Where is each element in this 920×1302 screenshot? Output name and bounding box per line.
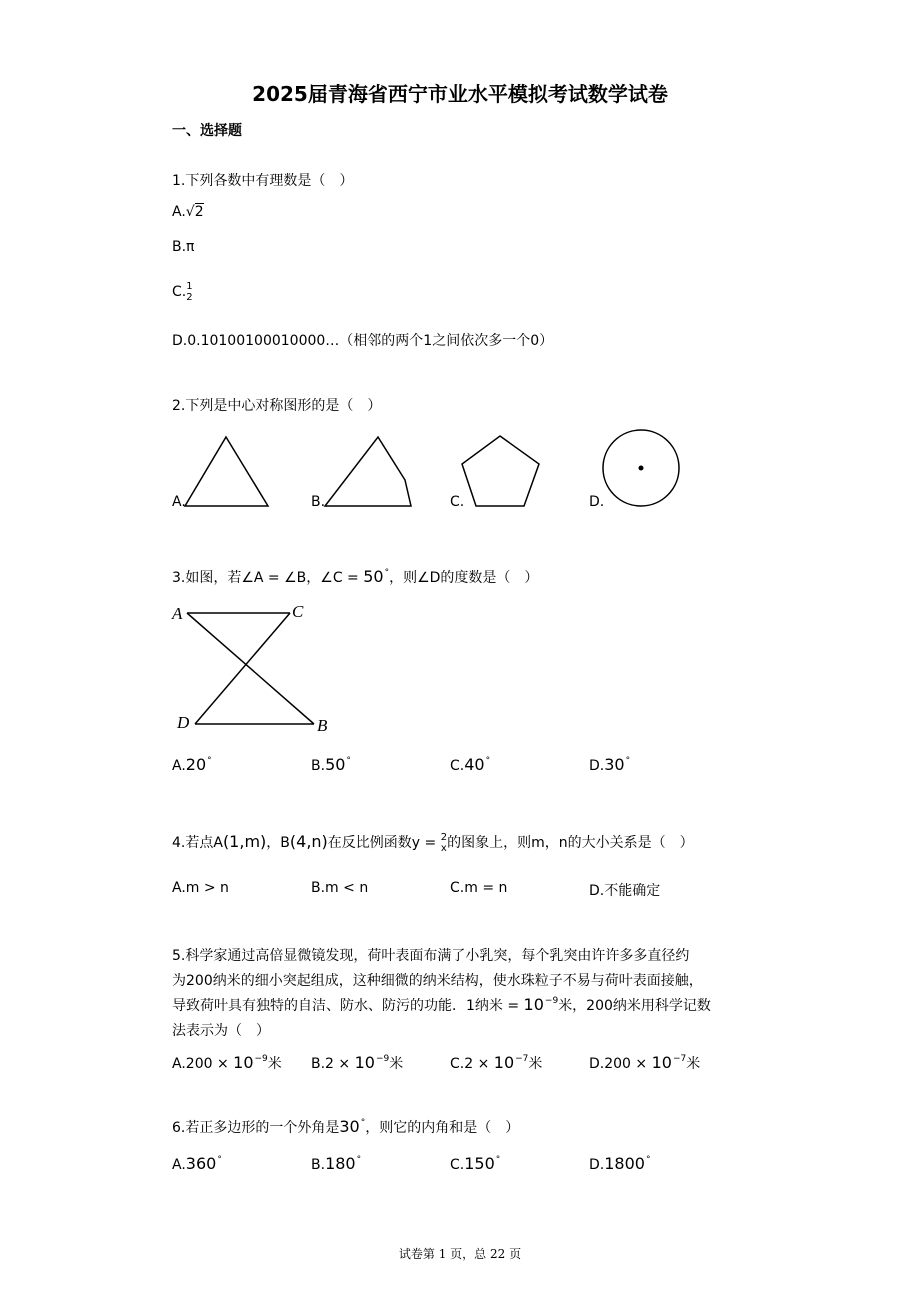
q5-line-3-suffix: 米，200纳米用科学记数 [558, 998, 711, 1014]
unit: 米 [528, 1056, 543, 1072]
degree-sign: ° [346, 756, 351, 766]
degree-sign: ° [360, 1118, 366, 1128]
power-base: 10 [233, 1053, 254, 1072]
q6-option-c-value: 150 [464, 1154, 495, 1173]
q4-stem-part-3: 在反比例函数 [327, 835, 412, 851]
q3-stem-suffix: ，则∠D的度数是（ ） [389, 570, 539, 586]
q5-option-c-prefix: C.2 × [450, 1056, 494, 1072]
q4-stem-part-2: ，B [266, 835, 290, 851]
page-footer: 试卷第 1 页，总 22 页 [398, 1247, 522, 1261]
section-heading: 一、选择题 [172, 123, 242, 139]
power-exponent: −7 [672, 1054, 687, 1064]
q4-option-a: A.m > n [172, 880, 229, 896]
q3-option-a-prefix: A. [172, 758, 186, 774]
q4-point-a-coords: (1,m) [222, 832, 267, 851]
q3-option-d [589, 755, 630, 774]
q3-option-c-prefix: C. [450, 758, 465, 774]
sqrt-sign: √ [185, 204, 195, 220]
q4-option-d: D.不能确定 [589, 883, 661, 899]
q5-line-2: 为200纳米的细小突起组成，这种细微的纳米结构，使水珠粒子不易与荷叶表面接触， [172, 973, 703, 989]
q5-line-4: 法表示为（ ） [172, 1023, 270, 1039]
q3-option-a [172, 755, 212, 774]
q5-option-b [311, 1053, 403, 1073]
q5-line-3-prefix: 导致荷叶具有独特的自洁、防水、防污的功能．1纳米 = [172, 998, 524, 1014]
q3-option-d-value: 30 [604, 755, 625, 774]
q4-option-b: B.m < n [311, 880, 369, 896]
q4-option-c: C.m = n [450, 880, 508, 896]
q1-option-c-prefix: C. [172, 284, 187, 300]
q5-option-b-prefix: B.2 × [311, 1056, 355, 1072]
power-base: 10 [651, 1053, 672, 1072]
q3-option-c-value: 40 [464, 755, 485, 774]
fraction-denominator: 2 [186, 292, 193, 303]
q4-stem-part-4: 的图象上，则m，n的大小关系是（ ） [447, 835, 694, 851]
q5-line-3 [172, 995, 711, 1015]
q4-function-lhs: y = [411, 835, 441, 851]
power-base: 10 [523, 995, 544, 1014]
unit: 米 [686, 1056, 701, 1072]
degree-sign: ° [356, 1155, 362, 1165]
q5-option-a-prefix: A.200 × [172, 1056, 234, 1072]
q6-stem-suffix: ，则它的内角和是（ ） [365, 1120, 520, 1136]
q5-option-d-prefix: D.200 × [589, 1056, 652, 1072]
point-label-c: C [292, 602, 304, 621]
q6-option-a-value: 360 [185, 1154, 217, 1173]
q6-option-b-prefix: B. [311, 1157, 326, 1173]
q5-line-1: 5.科学家通过高倍显微镜发现，荷叶表面布满了小乳突，每个乳突由许许多多直径约 [172, 948, 690, 964]
q6-option-b [311, 1154, 361, 1173]
point-label-b: B [317, 716, 328, 735]
degree-sign: ° [207, 756, 212, 766]
q6-option-d-value: 1800 [604, 1154, 645, 1173]
q6-option-d [589, 1154, 650, 1173]
degree-sign: ° [485, 756, 491, 766]
q3-angle-value: 50 [363, 567, 384, 586]
sqrt-radicand: 2 [194, 204, 204, 220]
q3-option-c [450, 755, 490, 774]
point-label-d: D [177, 713, 190, 732]
power-base: 10 [354, 1053, 375, 1072]
q3-option-b-prefix: B. [311, 758, 326, 774]
fraction-denominator: x [440, 843, 447, 854]
q4-point-b-coords: (4,n) [289, 832, 328, 851]
q2-option-b-label: B. [311, 494, 326, 510]
q6-stem-prefix: 6.若正多边形的一个外角是 [172, 1120, 340, 1136]
q2-option-d-label: D. [589, 494, 605, 510]
degree-sign: ° [495, 1155, 501, 1165]
q2-option-c-label: C. [450, 494, 465, 510]
fraction-numerator: 1 [186, 281, 193, 292]
q2-option-a-label: A. [172, 494, 186, 510]
q4-stem-part-1: 4.若点A [172, 835, 223, 851]
power-exponent: −9 [375, 1054, 390, 1064]
q3-option-d-prefix: D. [589, 758, 605, 774]
q6-option-a-prefix: A. [172, 1157, 186, 1173]
power-exponent: −9 [254, 1054, 268, 1064]
question-4-stem [172, 832, 694, 854]
q5-option-d [589, 1053, 700, 1073]
degree-sign: ° [217, 1155, 222, 1165]
q6-option-c [450, 1154, 500, 1173]
page-title: 2025届青海省西宁市业水平模拟考试数学试卷 [252, 82, 668, 106]
unit: 米 [267, 1056, 282, 1072]
q6-option-a [172, 1154, 222, 1173]
q3-option-b-value: 50 [325, 755, 346, 774]
q6-option-b-value: 180 [325, 1154, 356, 1173]
question-1-stem: 1.下列各数中有理数是（ ） [172, 173, 354, 189]
unit: 米 [389, 1056, 404, 1072]
q3-stem-prefix: 3.如图，若∠A = ∠B，∠C = [172, 570, 364, 586]
q6-option-d-prefix: D. [589, 1157, 605, 1173]
degree-sign: ° [625, 756, 631, 766]
question-2-stem: 2.下列是中心对称图形的是（ ） [172, 398, 382, 414]
q1-option-b: B.π [172, 239, 195, 255]
q3-option-a-value: 20 [185, 755, 207, 774]
question-6-stem [172, 1117, 519, 1137]
q1-option-a-prefix: A. [172, 204, 186, 220]
power-base: 10 [493, 1053, 515, 1072]
q6-option-c-prefix: C. [450, 1157, 465, 1173]
power-exponent: −7 [515, 1054, 529, 1064]
degree-sign: ° [384, 568, 390, 578]
power-exponent: −9 [544, 996, 559, 1006]
point-label-a: A [172, 604, 183, 623]
q6-angle-value: 30 [339, 1117, 360, 1136]
degree-sign: ° [645, 1155, 651, 1165]
q5-option-a [172, 1053, 282, 1073]
q1-option-d: D.0.10100100010000…（相邻的两个1之间依次多一个0） [172, 333, 554, 349]
q5-option-c [450, 1053, 542, 1073]
q3-option-b [311, 755, 351, 774]
fraction-numerator: 2 [440, 832, 448, 843]
